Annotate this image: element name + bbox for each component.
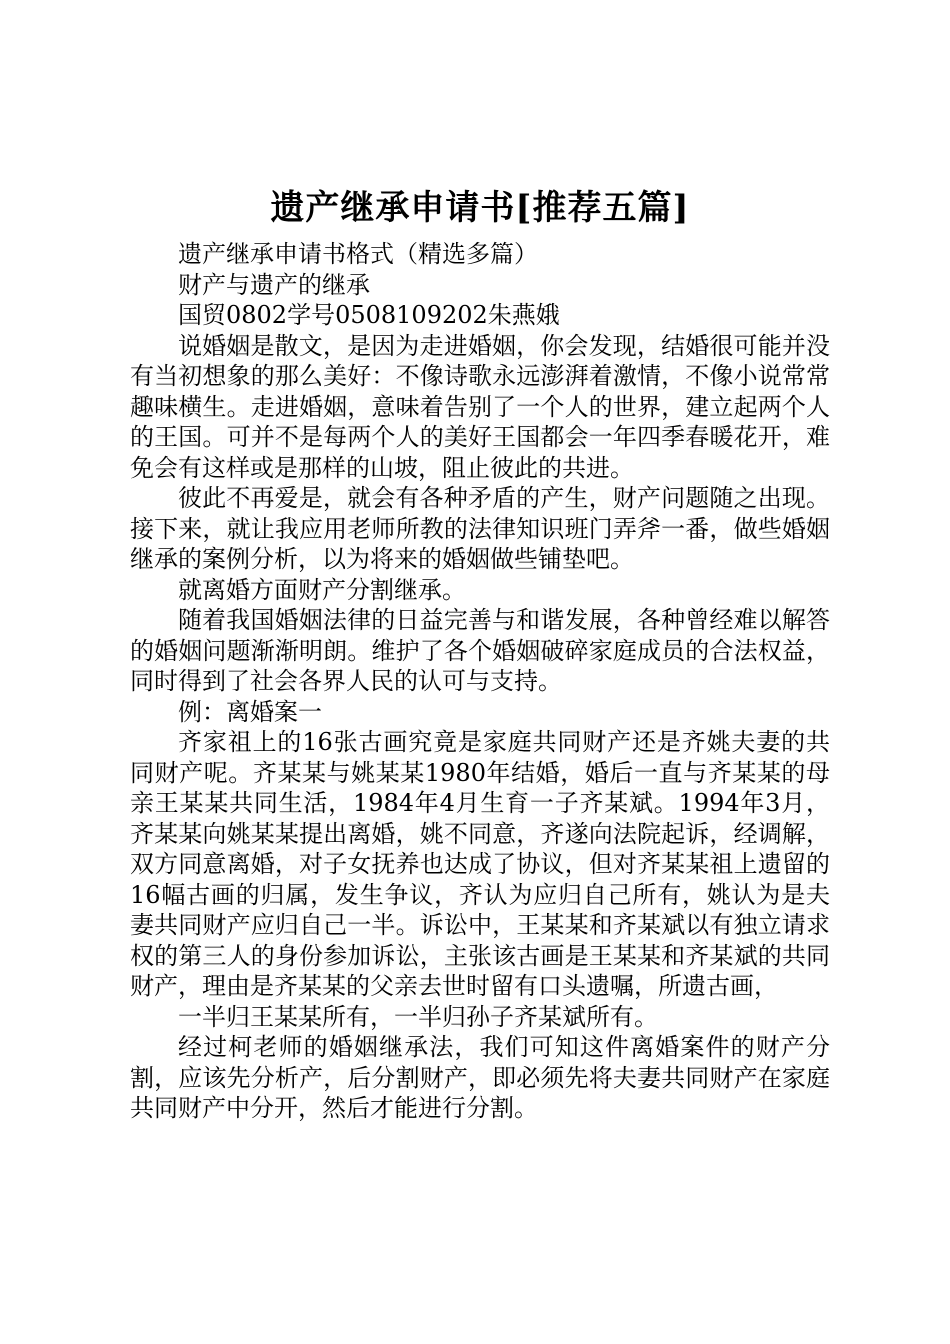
document-page <box>130 185 830 1124</box>
document-title: 遗产继承申请书[推荐五篇] <box>270 188 690 228</box>
paragraph-body: 彼此不再爱是，就会有各种矛盾的产生，财产问题随之出现。接下来，就让我应用老师所教的法律知识班门弄斧一番，做些婚姻继承的案例分析，以为将来的婚姻做些铺垫吧。 <box>130 484 830 573</box>
paragraph-author: 国贸0802学号0508109202朱燕娥 <box>178 301 560 329</box>
paragraph-case-heading: 例：离婚案一 <box>178 697 322 726</box>
paragraph-topic: 财产与遗产的继承 <box>178 270 370 299</box>
paragraph-body: 一半归王某某所有，一半归孙子齐某斌所有。 <box>178 1002 658 1031</box>
paragraph-subtitle: 遗产继承申请书格式（精选多篇） <box>178 240 538 268</box>
paragraph-body: 经过柯老师的婚姻继承法，我们可知这件离婚案件的财产分割，应该先分析产，后分割财产，即必须先将夫妻共同财产在家庭共同财产中分开，然后才能进行分割。 <box>130 1033 830 1122</box>
paragraph-body: 就离婚方面财产分割继承。 <box>178 575 466 604</box>
paragraph-body: 说婚姻是散文，是因为走进婚姻，你会发现，结婚很可能并没有当初想象的那么美好：不像诗歌永远澎湃着激情，不像小说常常趣味横生。走进婚姻，意味着告别了一个人的世界，建立起两个人的王国。可并不是每两个人的美好王国都会一年四季春暖花开，难免会有这样或是那样的山坡，阻止彼此的共进。 <box>130 331 830 482</box>
paragraph-body: 随着我国婚姻法律的日益完善与和谐发展，各种曾经难以解答的婚姻问题渐渐明朗。维护了各个婚姻破碎家庭成员的合法权益，同时得到了社会各界人民的认可与支持。 <box>130 606 830 695</box>
paragraph-body: 齐家祖上的16张古画究竟是家庭共同财产还是齐姚夫妻的共同财产呢。齐某某与姚某某1980年结婚，婚后一直与齐某某的母亲王某某共同生活，1984年4月生育一子齐某斌。1994年3月，齐某某向姚某某提出离婚，姚不同意，齐遂向法院起诉，经调解，双方同意离婚，对子女抚养也达成了协议，但对齐某某祖上遗留的16幅古画的归属，发生争议，齐认为应归自己所有，姚认为是夫妻共同财产应归自己一半。诉讼中，王某某和齐某斌以有独立请求权的第三人的身份参加诉讼，主张该古画是王某某和齐某斌的共同财产，理由是齐某某的父亲去世时留有口头遗嘱，所遗古画， <box>130 728 830 1000</box>
